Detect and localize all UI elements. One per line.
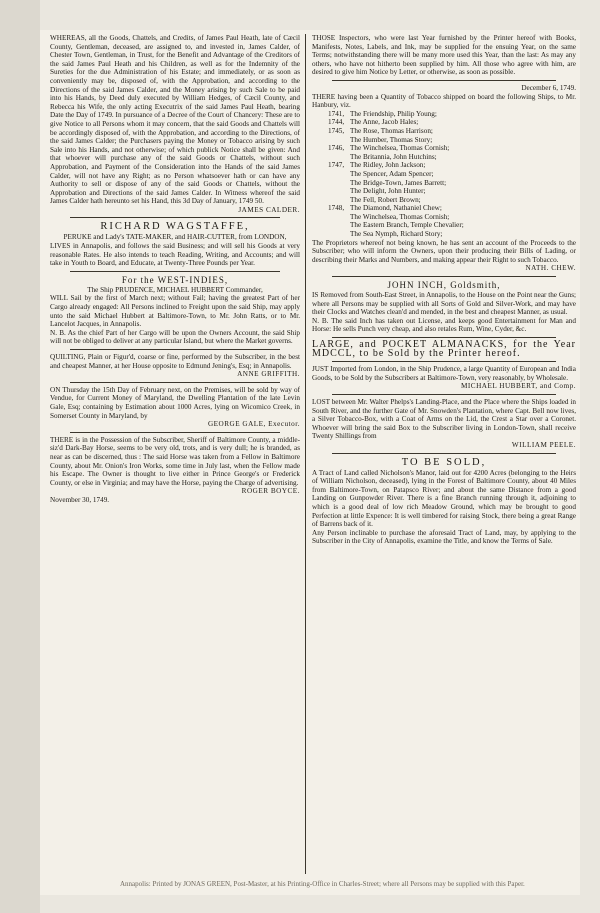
divider bbox=[70, 217, 280, 218]
wagstaffe-advert bbox=[50, 221, 300, 267]
wagstaffe-text: LIVES in Annapolis, and follows the said Business; and will sell his Goods at very reasonable Rates. He also intends to teach Reading, Writing, and Accounts; and will take in Youth to Board, and Educate, at Twenty-Three Pounds per Year. bbox=[50, 242, 300, 268]
tobacco-intro: THERE having been a Quantity of Tobacco shipped on board the following Ships, to Mr. Hanbury, viz. bbox=[312, 92, 576, 110]
almanacks-text: LARGE, and POCKET ALMANACKS, for the Year MDCCL, to be Sold by the Printer hereof. bbox=[312, 339, 576, 359]
inspectors-text: THOSE Inspectors, who were last Year furnished by the Printer hereof with Books, Manifests, Notes, Labels, and Ink, may be supplied for the ensuing Year, on the same Terms; notwithstanding there will be many more used this Year, than the last: As may any others, who have not hitherto been supplied by him. All those who agree with him, are desired to give him Notice by Letter, or otherwise, as soon as possible. bbox=[312, 34, 576, 77]
ship-year: 1746, bbox=[328, 144, 345, 153]
divider bbox=[70, 271, 280, 272]
ship-name: The Bridge-Town, James Barrett; bbox=[350, 178, 447, 187]
ship-name: The Winchelsea, Thomas Cornish; bbox=[350, 212, 450, 221]
tobacco-text: The Proprietors whereof not being known, he has sent an account of the Proceeds to the Subscriber; who will inform the Owners, upon their producing their Bills of Lading, or describing their Marks and Numbers, and making appear their Right to such Tobacco. bbox=[312, 238, 576, 264]
ship-entry bbox=[312, 170, 576, 179]
lost-signature: WILLIAM PEELE. bbox=[511, 440, 576, 449]
ship-entry bbox=[312, 144, 576, 153]
ship-year: 1745, bbox=[328, 126, 345, 135]
imported-text: JUST Imported from London, in the Ship Prudence, a large Quantity of European and India Goods, to be Sold by the Subscribers at Baltimore-Town, very reasonably, by Wholesale. bbox=[312, 365, 576, 382]
sale-text: A Tract of Land called Nicholson's Manor, laid out for 4200 Acres (belonging to the Heirs of William Nicholson, deceased), lying in the Forest of Baltimore County, about 40 Miles from Baltimore-Town, on Patapsco River; and about the same Distance from a good Landing on Gunpowder River. There is a fine Branch running through it, adjoining to which is a good deal of low rich Meadow Ground, which may be brought to good Perfection at little Expence: It is well timbered for raising Stock, there being a great Range of Barrens back of it. bbox=[312, 468, 576, 529]
ship-entry bbox=[312, 221, 576, 230]
ship-entry bbox=[312, 179, 576, 188]
divider bbox=[332, 394, 556, 395]
ship-name: The Rose, Thomas Harrison; bbox=[350, 126, 433, 135]
inch-nb: N. B. The said Inch has taken out License, and keeps good Entertainment for Man and Horse: He sells Punch very cheap, and also retales Rum, Wine, Cyder, &c. bbox=[312, 316, 576, 334]
divider bbox=[332, 453, 556, 454]
divider bbox=[70, 349, 280, 350]
wagstaffe-name: RICHARD WAGSTAFFE, bbox=[100, 221, 250, 233]
ship-year: 1741, bbox=[328, 109, 345, 118]
divider bbox=[332, 361, 556, 362]
prudence-text: WILL Sail by the first of March next; without Fail; having the greatest Part of her Cargo already engaged: All Persons inclined to Freight upon the said Ship, may apply unto the said Michael Hubbert at Baltimore-Town, to Mr. John Ratts, or to Mr. Lancelot Jacques, in Annapolis. bbox=[50, 294, 300, 329]
ship-name: The Humber, Thomas Story; bbox=[350, 135, 433, 144]
horse-signature: ROGER BOYCE. bbox=[241, 487, 300, 496]
horse-date: November 30, 1749. bbox=[50, 495, 110, 504]
prudence-advert bbox=[50, 275, 300, 346]
inspectors-notice bbox=[312, 34, 576, 77]
imported-signature: MICHAEL HUBBERT, and Comp. bbox=[461, 382, 576, 391]
scan-margin bbox=[0, 0, 40, 913]
heath-estate-notice bbox=[50, 34, 300, 214]
prudence-nb: N. B. As the chief Part of her Cargo will be upon the Owners Account, the said Ship will not be obliged to deliver at any particular Island, but where the Market governs. bbox=[50, 328, 300, 346]
ship-list bbox=[312, 110, 576, 239]
land-sale-advert bbox=[312, 457, 576, 546]
inch-head: JOHN INCH, Goldsmith, bbox=[387, 280, 501, 291]
ship-name: The Eastern Branch, Temple Chevalier; bbox=[350, 221, 464, 230]
gale-text: ON Thursday the 15th Day of February next, on the Premises, will be sold by way of Vendue, for Current Money of Maryland, the Dwelling Plantation of the late Levin Gale, Esq; containing by Estimation about 1000 Acres, lying on Wicomico Creek, in Somerset County in Maryland, by bbox=[50, 385, 300, 420]
ship-year: 1748, bbox=[328, 204, 345, 213]
tobacco-signature: NATH. CHEW. bbox=[525, 264, 576, 273]
divider bbox=[332, 80, 556, 81]
ship-name: The Fell, Robert Brown; bbox=[350, 195, 421, 204]
gale-signature: GEORGE GALE, Executor. bbox=[207, 420, 300, 429]
inch-advert bbox=[312, 280, 576, 334]
ship-entry bbox=[312, 187, 576, 196]
prudence-sub: The Ship PRUDENCE, MICHAEL HUBBERT Commander, bbox=[87, 285, 263, 294]
ship-entry bbox=[312, 136, 576, 145]
tobacco-dateline: December 6, 1749. bbox=[521, 83, 576, 92]
quilting-text: QUILTING, Plain or Figur'd, coarse or fine, performed by the Subscriber, in the best and cheapest Manner, at her House opposite to Edmund Jening's, Esq; in Annapolis. bbox=[50, 353, 300, 370]
ship-name: The Friendship, Philip Young; bbox=[350, 109, 437, 118]
imported-goods-advert bbox=[312, 365, 576, 391]
wagstaffe-trade: PERUKE and Lady's TATE-MAKER, and HAIR-CUTTER, from LONDON, bbox=[63, 233, 287, 242]
ship-name: The Winchelsea, Thomas Cornish; bbox=[350, 144, 450, 153]
ship-name: The Ridley, John Jackson; bbox=[350, 161, 426, 170]
ship-name: The Delight, John Hunter; bbox=[350, 187, 426, 196]
sale-head: TO BE SOLD, bbox=[401, 456, 487, 468]
lost-box-notice bbox=[312, 398, 576, 450]
divider bbox=[70, 432, 280, 433]
ship-entry bbox=[312, 161, 576, 170]
ship-year: 1747, bbox=[328, 161, 345, 170]
ship-entry bbox=[312, 110, 576, 119]
ship-entry bbox=[312, 153, 576, 162]
stray-horse-notice bbox=[50, 436, 300, 505]
ship-entry bbox=[312, 196, 576, 205]
lost-text: LOST between Mr. Walter Phelps's Landing-Place, and the Place where the Ships loaded in South River, and the further Gate of Mr. Snowden's Plantation, where Capt. Bell now lives, a Silver Tobacco-Box, with a Coat of Arms on the Lid, the Crest a Star over a Coronet. Whoever will bring the said Box to the Subscriber living in London-Town, shall receive Twenty Shillings from bbox=[312, 397, 576, 441]
tobacco-notice bbox=[312, 84, 576, 273]
ship-name: The Sea Nymph, Richard Story; bbox=[350, 230, 443, 239]
right-column bbox=[312, 34, 576, 854]
gale-sale-advert bbox=[50, 386, 300, 429]
inch-text: IS Removed from South-East Street, in Annapolis, to the House on the Point near the Guns; where all Persons may be supplied with all Sorts of Gold and Silver-Work, and may have their Clocks and Watches clean'd and mended, in the best and cheapest Manner, as usual. bbox=[312, 291, 576, 317]
almanacks-advert bbox=[312, 341, 576, 358]
left-column bbox=[50, 34, 300, 864]
ship-entry bbox=[312, 127, 576, 136]
quilting-advert bbox=[50, 353, 300, 379]
heath-notice-text: WHEREAS, all the Goods, Chattels, and Credits, of James Paul Heath, late of Cæcil County, Gentleman, deceased, are assigned to, and invested in, James Calder, of Chester Town, Gentleman, in Trust, for the Benefit and Advantage of the Creditors of the said James Paul Heath and his Children, as well as for the Indemnity of the Sureties for the due Administration of his Estate; and immediately, or as soon as conveniently may be, disposed of, with the Approbation, and according to the Directions of the said James Calder, and the Money arising by such Sale to be paid into his Hands, by Deed duly executed by William Hedges, of Cæcil County, and Rebecca his Wife, the only acting Executrix of the said James Paul Heath, bearing Date the Day of 1749. In pursuance of a Decree of the Court of Chancery: These are to give Notice to all Persons whom it may concern, that the said Goods and Chattels will be accordingly disposed of, with the Approbation, and according to the Directions, of the said James Calder; the Purchasers paying the Money or Tobacco arising by such Sale into his Hands, and not otherwise; of which publick Notice shall be given: And that whoever will purchase any of the said Goods or Chattels, without such Approbation, and Payment of the Consideration into the Hands of the said James Calder, will not have any Right; as no Person whatsoever hath or can have any Authority to sell or dispose of any of the said Goods or Chattels, without the Approbation and Directions of the said James Calder. In Witness whereof the said James Calder hath hereunto set his Hand, this 3d Day of January, 1749 50. bbox=[50, 34, 300, 206]
ship-entry bbox=[312, 213, 576, 222]
column-rule bbox=[305, 34, 306, 874]
sale-text-2: Any Person inclinable to purchase the aforesaid Tract of Land, may, by applying to the Subscriber in the City of Annapolis, examine the Title, and know the Terms of Sale. bbox=[312, 528, 576, 546]
ship-name: The Anne, Jacob Hales; bbox=[350, 118, 419, 127]
ship-name: The Britannia, John Hutchins; bbox=[350, 152, 437, 161]
quilting-signature: ANNE GRIFFITH. bbox=[237, 370, 300, 379]
prudence-head: For the WEST-INDIES, bbox=[121, 274, 229, 285]
horse-text: THERE is in the Possession of the Subscriber, Sheriff of Baltimore County, a middle-siz'd Dark-Bay Horse, seems to be very old, trots, and is very dull; he is branded, as near as can be discerned, thus : The said Horse was taken from a Fellow in Baltimore County, about Mr. Onion's Iron Works, some time in July last, when the Fellow made his Escape. The Owner is thought to live either in Prince George's or Frederick County, or else in Virginia; and may have the Horse, paying the Charge of advertising. bbox=[50, 435, 300, 487]
imprint-line: Annapolis: Printed by JONAS GREEN, Post-Master, at his Printing-Office in Charles-Street; where all Persons may be supplied with this Paper. bbox=[120, 880, 525, 888]
divider bbox=[332, 276, 556, 277]
ship-name: The Diamond, Nathaniel Chew; bbox=[350, 204, 442, 213]
heath-notice-signature: JAMES CALDER. bbox=[238, 205, 300, 214]
ship-entry bbox=[312, 230, 576, 239]
divider bbox=[332, 337, 556, 338]
ship-entry bbox=[312, 204, 576, 213]
divider bbox=[70, 382, 280, 383]
ship-name: The Spencer, Adam Spencer; bbox=[350, 169, 434, 178]
ship-year: 1744, bbox=[328, 118, 345, 127]
ship-entry bbox=[312, 118, 576, 127]
